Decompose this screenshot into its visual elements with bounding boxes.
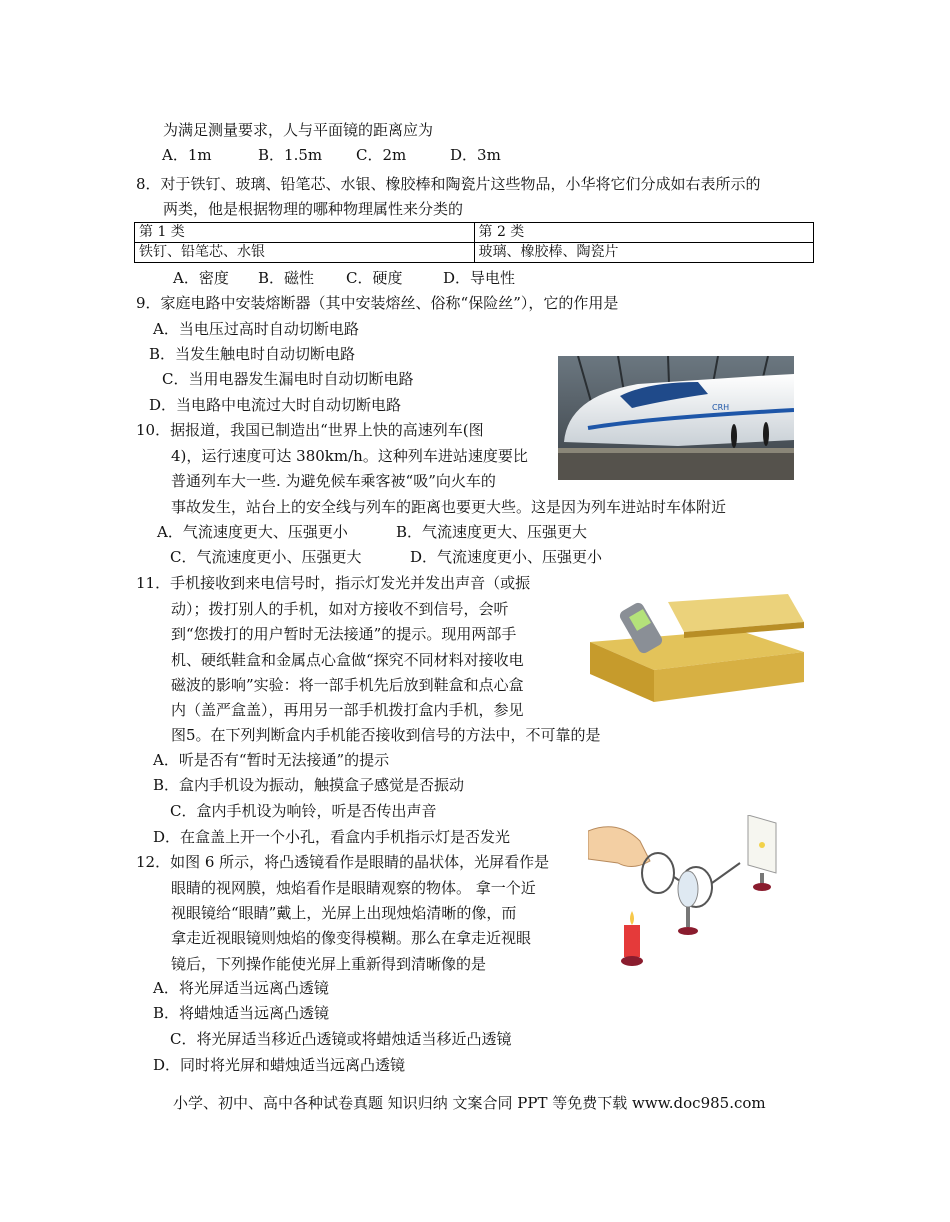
q12-stem-line4: 拿走近视眼镜则烛焰的像变得模糊。那么在拿走近视眼 <box>171 929 532 947</box>
table-cell: 铁钉、铅笔芯、水银 <box>135 243 475 263</box>
q8-stem-line2: 两类，他是根据物理的哪种物理属性来分类的 <box>163 200 464 218</box>
q7-stem-tail: 为满足测量要求，人与平面镜的距离应为 <box>163 121 434 139</box>
q10-stem-line2: 4)，运行速度可达 380km/h。这种列车进站速度要比 <box>171 447 528 465</box>
q11-stem-line7: 图5。在下列判断盒内手机能否接收到信号的方法中，不可靠的是 <box>171 726 601 744</box>
table-header-cell: 第 2 类 <box>474 223 814 243</box>
q7-option-a: A．1m <box>162 146 212 164</box>
q10-stem-line1: 10．据报道，我国已制造出“世界上快的高速列车(图 <box>136 421 484 439</box>
q8-stem-line1: 8．对于铁钉、玻璃、铅笔芯、水银、橡胶棒和陶瓷片这些物品，小华将它们分成如右表所示的 <box>136 175 761 193</box>
q11-stem-line5: 磁波的影响”实验：将一部手机先后放到鞋盒和点心盒 <box>171 676 524 694</box>
phone-in-box-image <box>588 590 806 705</box>
q12-option-d: D．同时将光屏和蜡烛适当远离凸透镜 <box>153 1056 406 1074</box>
table-row <box>135 243 814 263</box>
q9-stem: 9．家庭电路中安装熔断器（其中安装熔丝、俗称“保险丝”），它的作用是 <box>136 294 619 312</box>
high-speed-train-image <box>558 356 794 480</box>
table-cell: 玻璃、橡胶棒、陶瓷片 <box>474 243 814 263</box>
q11-stem-line6: 内（盖严盒盖），再用另一部手机拨打盒内手机，参见 <box>171 701 524 719</box>
q11-option-d: D．在盒盖上开一个小孔，看盒内手机指示灯是否发光 <box>153 828 511 846</box>
q9-option-d: D．当电路中电流过大时自动切断电路 <box>149 396 402 414</box>
q11-stem-line1: 11．手机接收到来电信号时，指示灯发光并发出声音（或振 <box>136 574 531 592</box>
myopia-glasses-experiment-image <box>588 815 784 973</box>
q9-option-a: A．当电压过高时自动切断电路 <box>153 320 359 338</box>
q10-option-b: B．气流速度更大、压强更大 <box>396 523 588 541</box>
q8-option-d: D．导电性 <box>443 269 516 287</box>
q7-option-d: D．3m <box>450 146 501 164</box>
q10-option-d: D．气流速度更小、压强更小 <box>410 548 603 566</box>
q12-stem-line3: 视眼镜给“眼睛”戴上，光屏上出现烛焰清晰的像，而 <box>171 904 517 922</box>
q11-option-c: C．盒内手机设为响铃，听是否传出声音 <box>170 802 437 820</box>
q7-option-c: C．2m <box>356 146 407 164</box>
table-header-cell: 第 1 类 <box>135 223 475 243</box>
q7-option-b: B．1.5m <box>258 146 323 164</box>
q12-stem-line1: 12．如图 6 所示，将凸透镜看作是眼睛的晶状体，光屏看作是 <box>136 853 550 871</box>
q10-stem-line4: 事故发生，站台上的安全线与列车的距离也要更大些。这是因为列车进站时车体附近 <box>171 498 727 516</box>
q12-stem-line5: 镜后，下列操作能使光屏上重新得到清晰像的是 <box>171 955 487 973</box>
q8-option-a: A．密度 <box>173 269 229 287</box>
q10-option-a: A．气流速度更大、压强更小 <box>157 523 348 541</box>
q8-classification-table <box>134 222 814 263</box>
train-logo: CRH <box>712 403 730 412</box>
q9-option-b: B．当发生触电时自动切断电路 <box>149 345 356 363</box>
q8-option-c: C．硬度 <box>346 269 403 287</box>
q11-option-a: A．听是否有“暂时无法接通”的提示 <box>153 751 390 769</box>
q11-stem-line2: 动）；拨打别人的手机，如对方接收不到信号，会听 <box>171 600 509 618</box>
q12-option-b: B．将蜡烛适当远离凸透镜 <box>153 1004 330 1022</box>
q9-option-c: C．当用电器发生漏电时自动切断电路 <box>162 370 414 388</box>
page-footer: 小学、初中、高中各种试卷真题 知识归纳 文案合同 PPT 等免费下载 www.doc985.com <box>173 1094 766 1112</box>
q11-option-b: B．盒内手机设为振动，触摸盒子感觉是否振动 <box>153 776 465 794</box>
table-header-row <box>135 223 814 243</box>
q11-stem-line3: 到“您拨打的用户暂时无法接通”的提示。现用两部手 <box>171 625 517 643</box>
q10-stem-line3: 普通列车大一些. 为避免候车乘客被“吸”向火车的 <box>171 472 496 490</box>
q8-option-b: B．磁性 <box>258 269 315 287</box>
q10-option-c: C．气流速度更小、压强更大 <box>170 548 362 566</box>
q12-option-c: C．将光屏适当移近凸透镜或将蜡烛适当移近凸透镜 <box>170 1030 512 1048</box>
q12-stem-line2: 眼睛的视网膜，烛焰看作是眼睛观察的物体。 拿一个近 <box>171 879 536 897</box>
q12-option-a: A．将光屏适当远离凸透镜 <box>153 979 329 997</box>
q11-stem-line4: 机、硬纸鞋盒和金属点心盒做“探究不同材料对接收电 <box>171 651 524 669</box>
